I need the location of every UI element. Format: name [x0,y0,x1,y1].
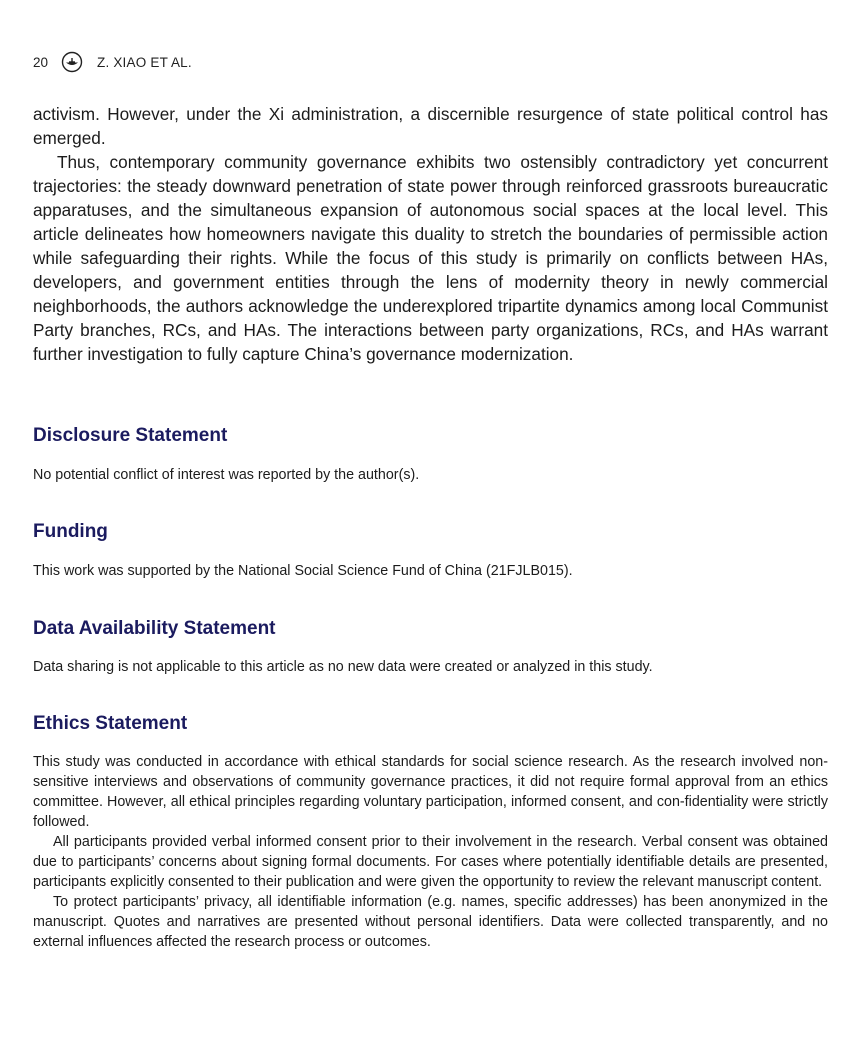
running-head [33,51,192,73]
ethics-paragraph-1: This study was conducted in accordance with ethical standards for social science research. As the research involved non-sensitive interviews and observations of community governance practices, it did not require formal approval from an ethics committee. However, all ethical principles regarding voluntary participation, informed consent, and con-fidentiality were strictly followed. [33,754,828,830]
ethics-paragraph-3: To protect participants’ privacy, all identifiable information (e.g. names, specific addresses) has been anonymized in the manuscript. Quotes and narratives are presented without personal identifiers. Data were collected transparently, and no external influences affected the research process or outcomes. [33,894,828,950]
ethics-paragraph-2: All participants provided verbal informed consent prior to their involvement in the research. Verbal consent was obtained due to participants’ concerns about signing formal documents. For cases where potentially identifiable details are presented, participants explicitly consented to their publication and were given the opportunity to review the relevant manuscript content. [33,834,828,890]
funding-text: This work was supported by the National Social Science Fund of China (21FJLB015). [33,563,573,579]
data-availability-heading: Data Availability Statement [33,618,276,639]
funding-heading: Funding [33,521,108,542]
body-paragraph-2: Thus, contemporary community governance exhibits two ostensibly contradictory yet concurrent trajectories: the steady downward penetration of state power through reinforced grassroots bureaucratic apparatuses, and the simultaneous expansion of autonomous social spaces at the local level. This article delineates how homeowners navigate this duality to stretch the boundaries of permissible action while safeguarding their rights. While the focus of this study is primarily on conflicts between HAs, developers, and government entities through the lens of modernity theory in newly commercial neighborhoods, the authors acknowledge the underexplored tripartite dynamics among local Communist Party branches, RCs, and HAs. The interactions between party organizations, RCs, and HAs warrant further investigation to fully capture China’s governance modernization. [33,152,828,364]
disclosure-statement-text: No potential conflict of interest was reported by the author(s). [33,467,420,483]
ethics-statement-heading: Ethics Statement [33,713,188,734]
ethics-statement-body [33,752,828,952]
journal-lamp-logo-icon [61,51,83,73]
body-paragraph-1: activism. However, under the Xi administration, a discernible resurgence of state political control has emerged. [33,104,828,148]
running-head-authors: Z. XIAO ET AL. [97,54,192,70]
page-number: 20 [33,54,49,70]
disclosure-statement-heading: Disclosure Statement [33,425,228,446]
data-availability-text: Data sharing is not applicable to this article as no new data were created or analyzed in this study. [33,659,653,675]
